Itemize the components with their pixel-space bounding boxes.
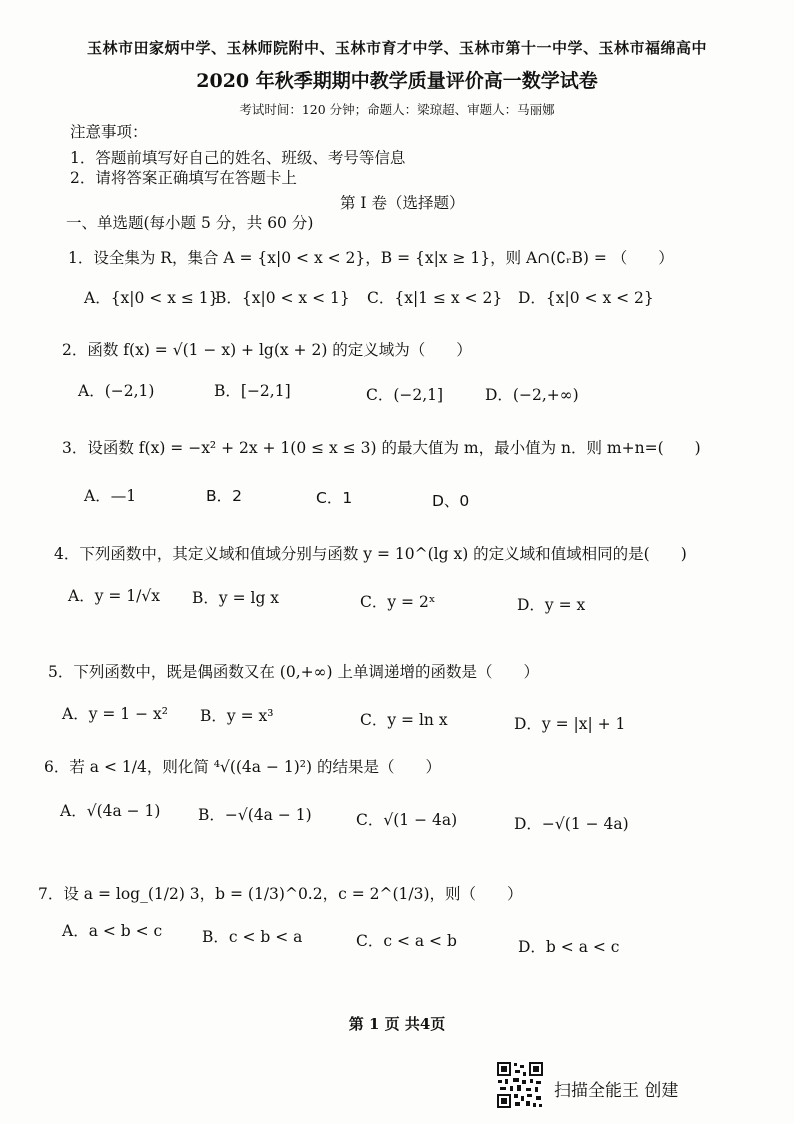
q3-option-c: C．1 [316, 489, 353, 507]
q4-option-b: B．y = lg x [192, 589, 280, 607]
q5-option-b: B．y = x³ [200, 707, 274, 725]
question-1-stem: 1．设全集为 R，集合 A = {x|0 < x < 2}，B = {x|x ≥ 1}，则 A∩(∁ᵣB) = （ ） [68, 249, 674, 267]
q1-option-c: C．{x|1 ≤ x < 2} [367, 289, 503, 307]
schools-line: 玉林市田家炳中学、玉林师院附中、玉林市育才中学、玉林市第十一中学、玉林市福绵高中 [86, 39, 707, 57]
q3-option-a: A．—1 [84, 487, 137, 505]
q7-option-d: D．b < a < c [518, 938, 620, 956]
question-5-stem: 5．下列函数中，既是偶函数又在 (0,+∞) 上单调递增的函数是（ ） [48, 663, 539, 681]
q1-option-a: A．{x|0 < x ≤ 1} [84, 289, 219, 307]
page-number: 第 1 页 共4页 [348, 1015, 446, 1033]
question-2-stem: 2．函数 f(x) = √(1 − x) + lg(x + 2) 的定义域为（ ） [62, 341, 472, 359]
q3-option-b: B．2 [206, 487, 242, 505]
q5-option-a: A．y = 1 − x² [62, 705, 168, 723]
q2-option-b: B．[−2,1] [214, 382, 291, 400]
scanner-watermark: 扫描全能王 创建 [554, 1081, 679, 1101]
q4-option-a: A．y = 1/√x [68, 587, 160, 605]
question-7-stem: 7．设 a = log_(1/2) 3，b = (1/3)^0.2，c = 2^(1/3)，则（ ） [38, 885, 523, 903]
question-4-stem: 4．下列函数中，其定义域和值域分别与函数 y = 10^(lg x) 的定义域和值域相同的是( ) [54, 545, 687, 563]
qr-code-icon [496, 1061, 544, 1109]
q6-option-c: C．√(1 − 4a) [356, 811, 458, 829]
q4-option-d: D．y = x [517, 596, 586, 614]
q6-option-b: B．−√(4a − 1) [198, 806, 312, 824]
note-2: 2．请将答案正确填写在答题卡上 [70, 169, 297, 187]
q2-option-d: D．(−2,+∞) [485, 386, 579, 404]
q6-option-a: A．√(4a − 1) [60, 802, 161, 820]
part-title: 一、单选题(每小题 5 分，共 60 分) [66, 214, 314, 232]
q7-option-c: C．c < a < b [356, 932, 457, 950]
question-6-stem: 6．若 a < 1/4，则化简 ⁴√((4a − 1)²) 的结果是（ ） [44, 758, 441, 776]
q5-option-d: D．y = |x| + 1 [514, 715, 626, 733]
q6-option-d: D．−√(1 − 4a) [514, 815, 629, 833]
q2-option-a: A．(−2,1) [78, 382, 155, 400]
q7-option-a: A．a < b < c [62, 922, 163, 940]
exam-meta: 考试时间：120 分钟；命题人：梁琼超、审题人：马丽娜 [239, 102, 555, 117]
q1-option-d: D．{x|0 < x < 2} [518, 289, 654, 307]
question-3-stem: 3．设函数 f(x) = −x² + 2x + 1(0 ≤ x ≤ 3) 的最大值为 m，最小值为 n．则 m+n=( ) [62, 439, 701, 457]
q1-option-b: B．{x|0 < x < 1} [215, 289, 350, 307]
note-1: 1．答题前填写好自己的姓名、班级、考号等信息 [70, 149, 406, 167]
q5-option-c: C．y = ln x [360, 711, 448, 729]
q3-option-d: D、0 [432, 492, 470, 510]
exam-title: 2020 年秋季期期中教学质量评价高一数学试卷 [196, 70, 598, 92]
q2-option-c: C．(−2,1] [366, 386, 444, 404]
volume-title: 第 I 卷（选择题） [340, 194, 465, 212]
notes-heading: 注意事项： [70, 123, 148, 141]
q7-option-b: B．c < b < a [202, 928, 303, 946]
q4-option-c: C．y = 2ˣ [360, 593, 436, 611]
